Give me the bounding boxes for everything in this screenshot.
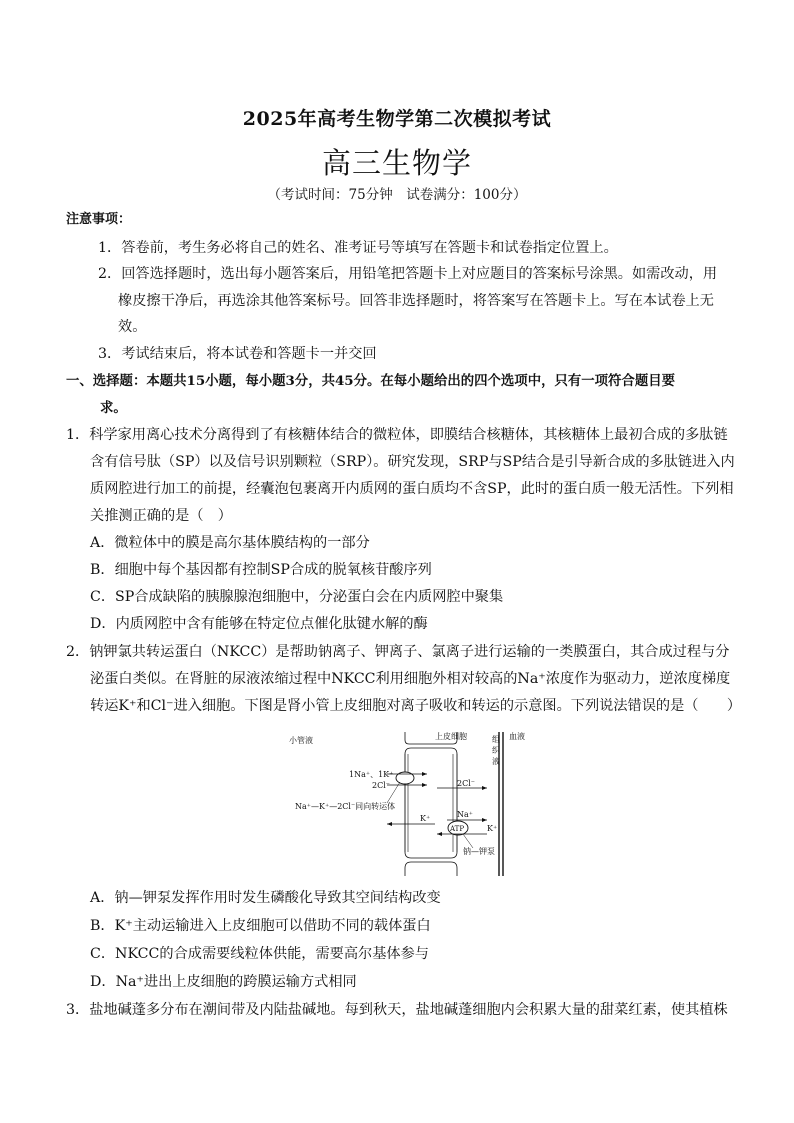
- question-3-stem: 3．盐地碱蓬多分布在潮间带及内陆盐碱地。每到秋天，盐地碱蓬细胞内会积累大量的甜菜红素，使其植株: [66, 1002, 728, 1018]
- question-2-option-d: D．Na⁺进出上皮细胞的跨膜运输方式相同: [90, 974, 357, 990]
- ion-transport-svg: [287, 730, 527, 876]
- notice-item: 橡皮擦干净后，再选涂其他答案标号。回答非选择题时，将答案写在答题卡上。写在本试卷上无: [118, 293, 714, 309]
- question-2-option-b: B．K⁺主动运输进入上皮细胞可以借助不同的载体蛋白: [90, 918, 431, 934]
- question-1-stem: 关推测正确的是（ ）: [90, 508, 232, 524]
- exam-info: （考试时间：75分钟 试卷满分：100分）: [267, 187, 527, 203]
- label-cell: 上皮细胞: [435, 732, 467, 741]
- notice-item: 1．答卷前，考生务必将自己的姓名、准考证号等填写在答题卡和试卷指定位置上。: [98, 240, 618, 256]
- label-atp: ATP: [450, 825, 465, 833]
- svg-text:液: 液: [492, 757, 500, 766]
- question-1-option-d: D．内质网腔中含有能够在特定位点催化肽键水解的酶: [90, 616, 428, 632]
- question-2-stem: 泌蛋白类似。在肾脏的尿液浓缩过程中NKCC利用细胞外相对较高的Na⁺浓度作为驱动力，逆浓度梯度: [90, 671, 731, 687]
- question-1-stem: 质网腔进行加工的前提，经囊泡包裹离开内质网的蛋白质均不含SP，此时的蛋白质一般无活性。下列相: [90, 481, 734, 497]
- question-1-option-a: A．微粒体中的膜是高尔基体膜结构的一部分: [90, 535, 370, 551]
- label-lumen: 小管液: [289, 736, 313, 745]
- notice-item: 3．考试结束后，将本试卷和答题卡一并交回: [98, 346, 377, 362]
- label-blood: 血液: [509, 732, 525, 741]
- question-1-stem: 1．科学家用离心技术分离得到了有核糖体结合的微粒体，即膜结合核糖体，其核糖体上最初合成的多肽链: [66, 427, 728, 443]
- question-2-stem: 2．钠钾氯共转运蛋白（NKCC）是帮助钠离子、钾离子、氯离子进行运输的一类膜蛋白，其合成过程与分: [66, 644, 730, 660]
- label-ions-in: 1Na⁺、1K⁺: [349, 770, 394, 779]
- question-1-option-c: C．SP合成缺陷的胰腺腺泡细胞中，分泌蛋白会在内质网腔中聚集: [90, 589, 504, 605]
- question-2-stem: 转运K⁺和Cl⁻进入细胞。下图是肾小管上皮细胞对离子吸收和转运的示意图。下列说法错误的是（ ）: [90, 698, 742, 714]
- ion-transport-diagram: [287, 730, 527, 876]
- svg-text:织: 织: [492, 746, 500, 755]
- exam-subject: 高三生物学: [321, 146, 472, 180]
- section-heading: 一、选择题：本题共15小题，每小题3分，共45分。在每小题给出的四个选项中，只有一项符合题目要: [66, 373, 675, 389]
- label-cotransporter: Na⁺—K⁺—2Cl⁻同向转运体: [295, 802, 396, 811]
- label-k-left: K⁺: [420, 814, 431, 823]
- label-cl-in: 2Cl⁻: [372, 781, 390, 790]
- notice-item: 效。: [118, 319, 147, 335]
- question-1-option-b: B．细胞中每个基因都有控制SP合成的脱氧核苷酸序列: [90, 562, 432, 578]
- label-na: Na⁺: [457, 810, 473, 819]
- question-2-option-a: A．钠—钾泵发挥作用时发生磷酸化导致其空间结构改变: [90, 890, 441, 906]
- label-cl-out: 2Cl⁻: [457, 779, 475, 788]
- section-heading-cont: 求。: [100, 400, 127, 416]
- question-1-stem: 含有信号肽（SP）以及信号识别颗粒（SRP）。研究发现，SRP与SP结合是引导新合成的多肽链进入内: [90, 454, 735, 470]
- notice-item: 2．回答选择题时，选出每小题答案后，用铅笔把答题卡上对应题目的答案标号涂黑。如需改动，用: [98, 266, 718, 282]
- question-2-option-c: C．NKCC的合成需要线粒体供能，需要高尔基体参与: [90, 946, 429, 962]
- svg-text:组: 组: [492, 735, 500, 744]
- label-pump: 钠—钾泵: [463, 847, 495, 856]
- label-k-right: K⁺: [487, 824, 498, 833]
- exam-title: 2025年高考生物学第二次模拟考试: [242, 108, 552, 130]
- notice-heading: 注意事项：: [66, 212, 132, 227]
